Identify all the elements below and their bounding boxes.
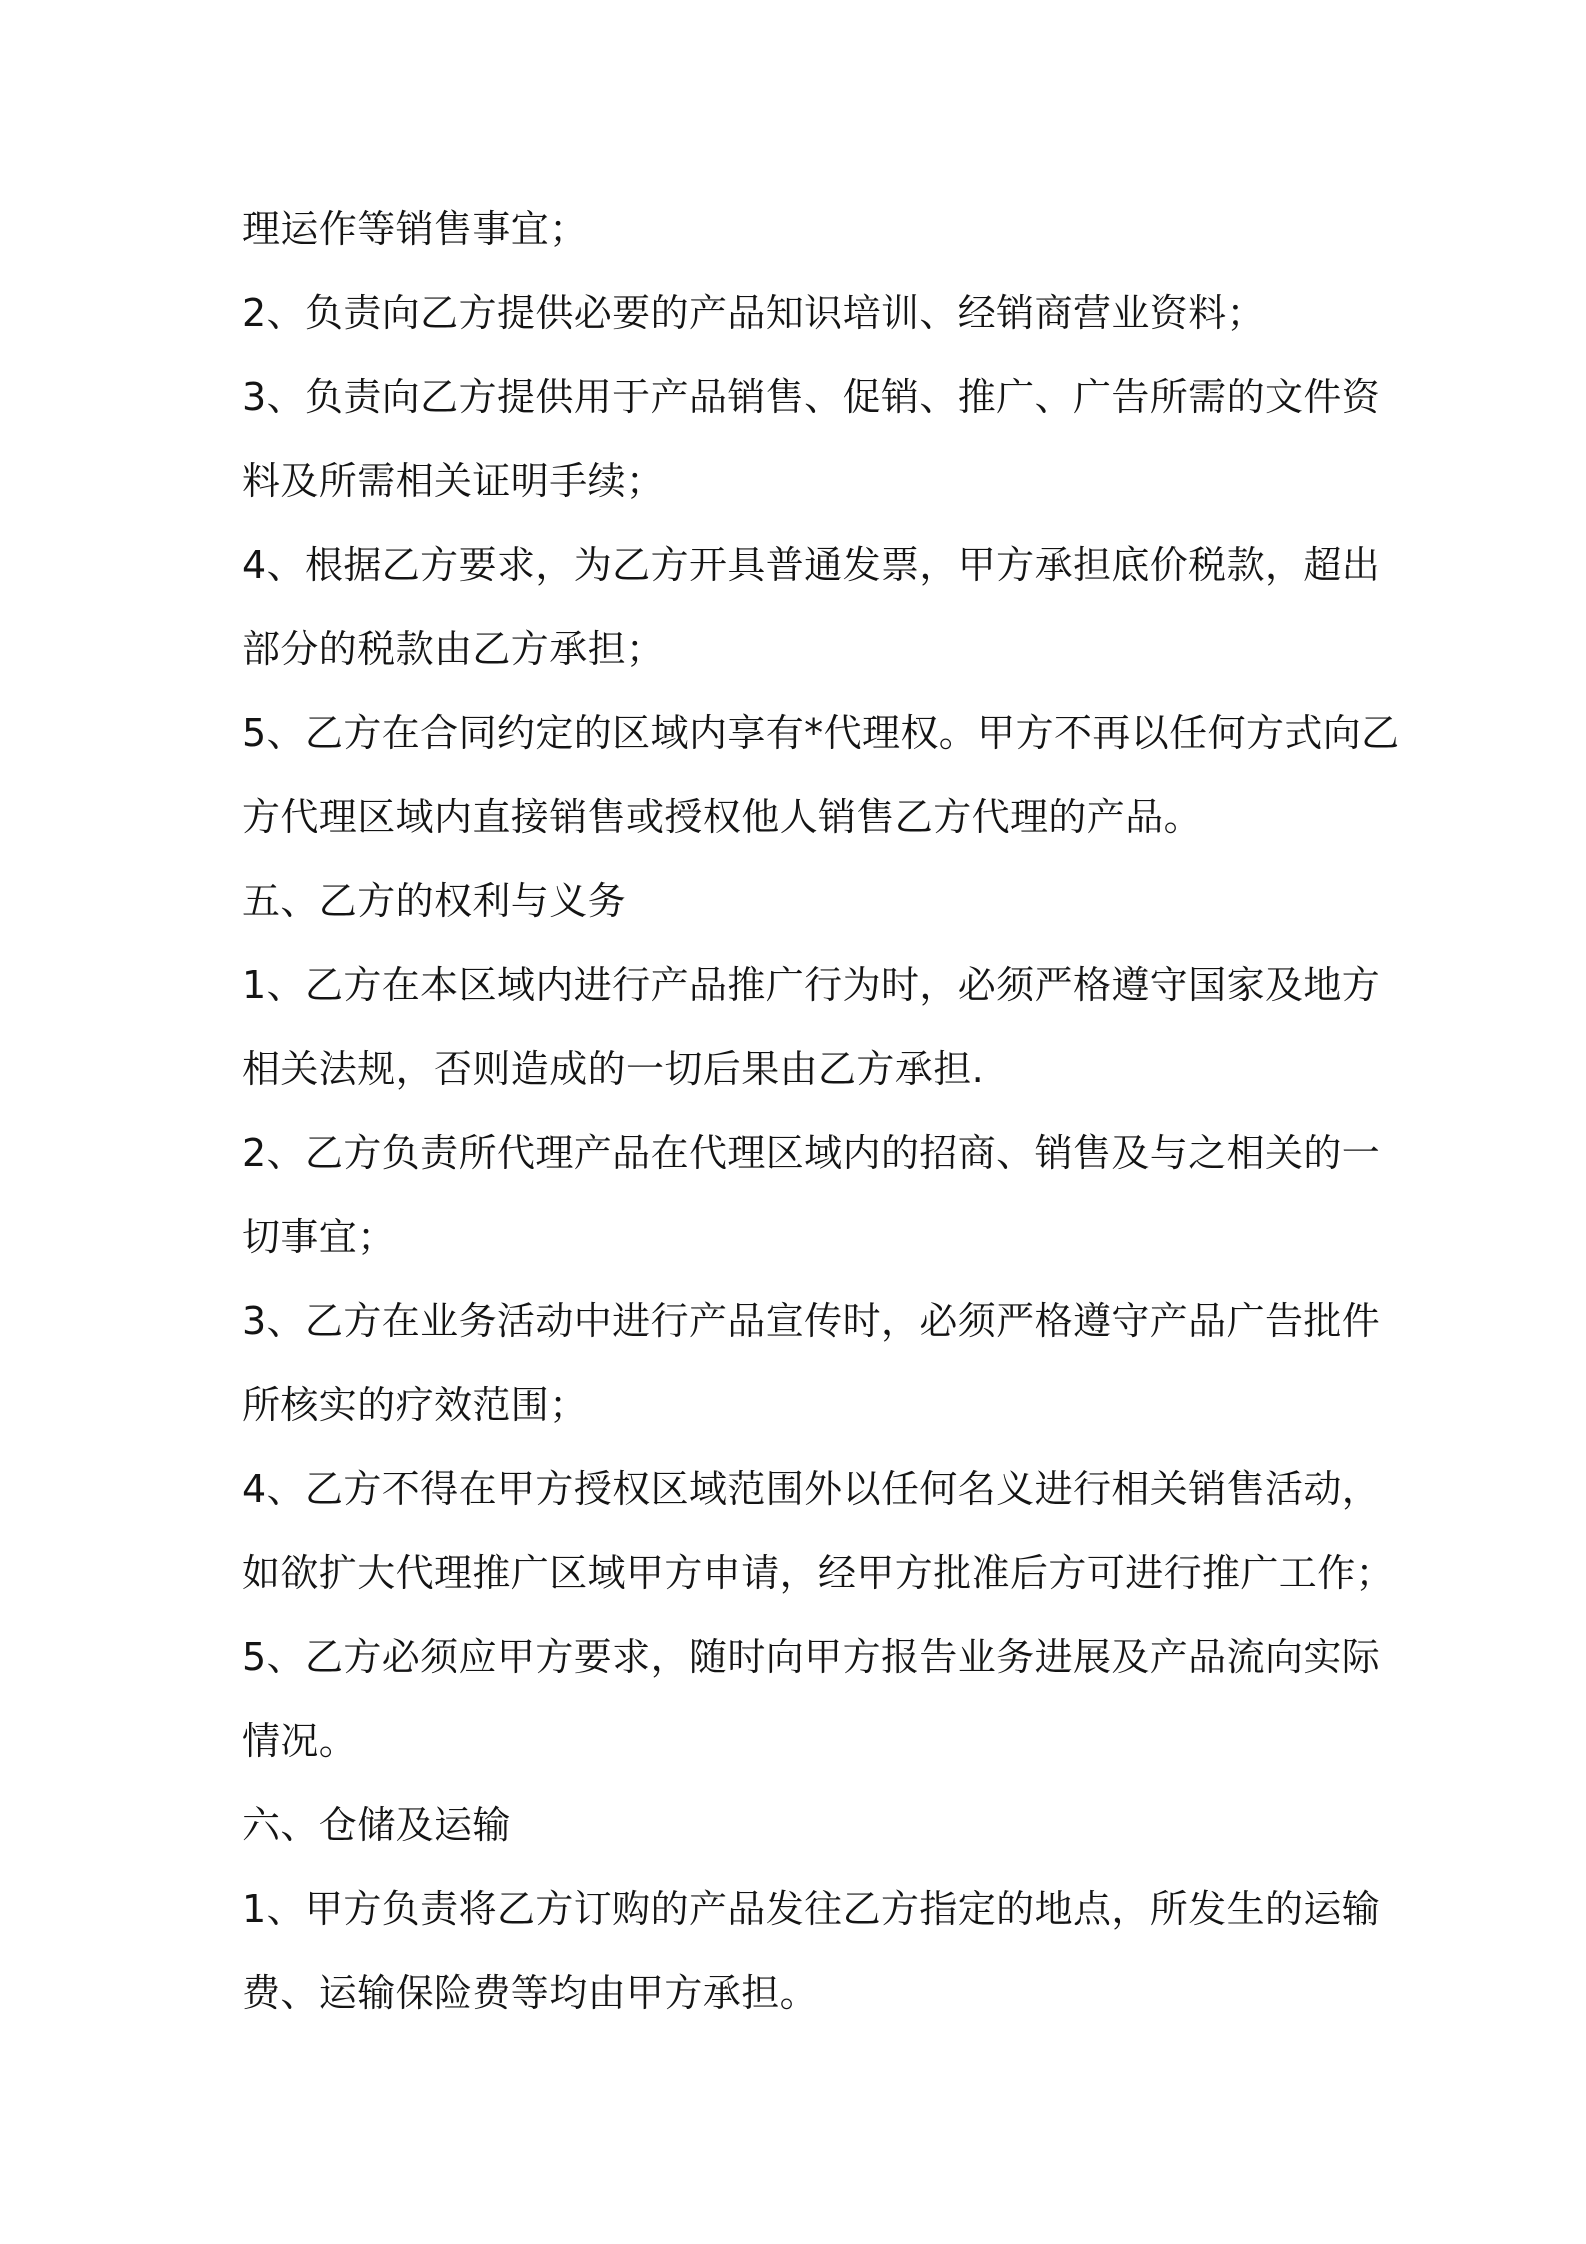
text-line: 理运作等销售事宜；	[242, 207, 588, 251]
text-line: 所核实的疗效范围；	[242, 1383, 588, 1427]
text-line: 情况。	[242, 1719, 358, 1763]
text-line: 料及所需相关证明手续；	[242, 459, 665, 503]
text-line: 费、运输保险费等均由甲方承担。	[242, 1971, 819, 2015]
text-line: 部分的税款由乙方承担；	[242, 627, 665, 671]
text-line: 1、乙方在本区域内进行产品推广行为时，必须严格遵守国家及地方	[242, 963, 1381, 1007]
text-line: 5、乙方必须应甲方要求，随时向甲方报告业务进展及产品流向实际	[242, 1635, 1381, 1679]
text-line: 如欲扩大代理推广区域甲方申请，经甲方批准后方可进行推广工作；	[242, 1551, 1395, 1595]
section-heading: 六、仓储及运输	[242, 1803, 511, 1847]
text-line: 切事宜；	[242, 1215, 396, 1259]
text-line: 1、甲方负责将乙方订购的产品发往乙方指定的地点，所发生的运输	[242, 1887, 1381, 1931]
text-line: 4、根据乙方要求，为乙方开具普通发票，甲方承担底价税款，超出	[242, 543, 1381, 587]
section-heading: 五、乙方的权利与义务	[242, 879, 627, 923]
text-line: 2、乙方负责所代理产品在代理区域内的招商、销售及与之相关的一	[242, 1131, 1381, 1175]
text-line: 相关法规，否则造成的一切后果由乙方承担.	[242, 1047, 985, 1091]
text-line: 方代理区域内直接销售或授权他人销售乙方代理的产品。	[242, 795, 1203, 839]
text-line: 3、负责向乙方提供用于产品销售、促销、推广、广告所需的文件资	[242, 375, 1381, 419]
text-line: 3、乙方在业务活动中进行产品宣传时，必须严格遵守产品广告批件	[242, 1299, 1381, 1343]
text-line: 2、负责向乙方提供必要的产品知识培训、经销商营业资料；	[242, 291, 1265, 335]
text-line: 5、乙方在合同约定的区域内享有*代理权。甲方不再以任何方式向乙	[242, 711, 1400, 755]
text-line: 4、乙方不得在甲方授权区域范围外以任何名义进行相关销售活动，	[242, 1467, 1381, 1511]
